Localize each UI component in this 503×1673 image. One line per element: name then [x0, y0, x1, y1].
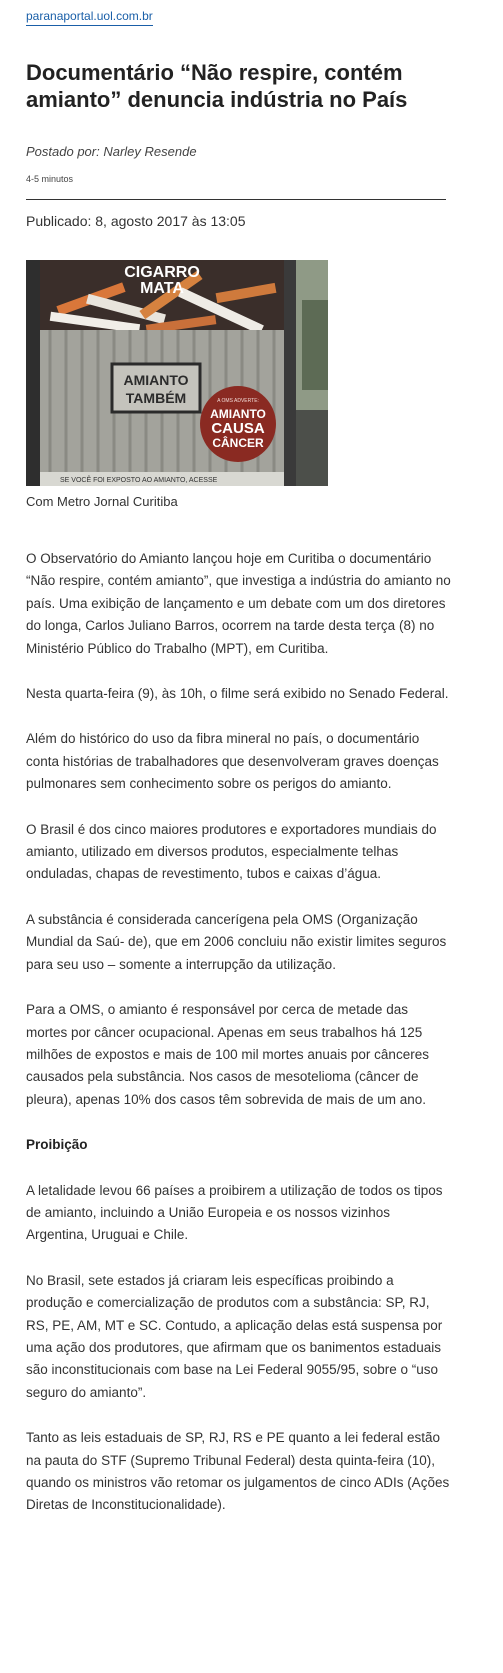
poster-illustration — [26, 260, 328, 486]
stamp-small-text: A OMS ADVERTE: — [217, 398, 259, 404]
article-photo — [26, 260, 328, 486]
published-date: Publicado: 8, agosto 2017 às 13:05 — [26, 213, 246, 229]
poster-bottom-text: SE VOCÊ FOI EXPOSTO AO AMIANTO, ACESSE — [60, 477, 218, 484]
poster-top-line1: CIGARRO — [124, 264, 200, 281]
stamp-line3: CÂNCER — [212, 436, 264, 450]
article-title: Documentário “Não respire, contém amianto” denuncia indústria no País — [26, 60, 408, 112]
poster-middle-line1: AMIANTO — [123, 372, 189, 388]
article-author: Postado por: Narley Resende — [26, 144, 197, 159]
paragraph: Tanto as leis estaduais de SP, RJ, RS e PE quanto a lei federal estão na pauta do STF (Supremo Tribunal Federal) desta quinta-feira (10), quando os ministros vão retomar os julgamentos de cinco ADIs (Ações Diretas de Inconstitucionalidade). — [26, 1430, 450, 1513]
paragraph: Nesta quarta-feira (9), às 10h, o filme será exibido no Senado Federal. — [26, 686, 449, 702]
paragraph: No Brasil, sete estados já criaram leis específicas proibindo a produção e comercialização de produtos com a substância: SP, RJ, RS, PE, AM, MT e SC. Contudo, a aplicação delas está suspensa por uma ação dos produtores, que afirmam que os banimentos estaduais são inconstitucionais com base na Lei Federal 9055/95, sobre o “uso seguro do amianto”. — [26, 1272, 443, 1400]
poster-middle-line2: TAMBÉM — [125, 390, 187, 406]
header-divider — [26, 199, 446, 200]
stamp-line1: AMIANTO — [210, 407, 266, 421]
article-body — [26, 548, 452, 1540]
stamp-line2: CAUSA — [211, 420, 265, 437]
paragraph: Além do histórico do uso da fibra mineral no país, o documentário conta histórias de trabalhadores que desenvolveram graves doenças pulmonares sem conhecimento sobre os perigos do amianto. — [26, 731, 439, 792]
source-link[interactable]: paranaportal.uol.com.br — [26, 9, 153, 26]
paragraph: O Brasil é dos cinco maiores produtores e exportadores mundiais do amianto, utilizado em diversos produtos, especialmente telhas onduladas, chapas de revestimento, tubos e caixas d’água. — [26, 821, 437, 882]
warning-stamp — [200, 386, 276, 462]
paragraph: A letalidade levou 66 países a proibirem a utilização de todos os tipos de amianto, incluindo a União Europeia e os nossos vizinhos Argentina, Uruguai e Chile. — [26, 1182, 443, 1243]
poster-top-line2: MATA — [140, 280, 184, 297]
photo-caption: Com Metro Jornal Curitiba — [26, 494, 178, 509]
reading-time: 4-5 minutos — [26, 174, 74, 184]
paragraph: Para a OMS, o amianto é responsável por cerca de metade das mortes por câncer ocupacional. Apenas em seus trabalhos há 125 milhões de expostos e mais de 100 mil mortes anuais por cânceres causados pela substância. Nos casos de mesotelioma (câncer de pleura), apenas 10% dos casos têm sobrevida de mais de um ano. — [26, 1002, 429, 1107]
section-subheading: Proibição — [26, 1137, 88, 1153]
paragraph: A substância é considerada cancerígena pela OMS (Organização Mundial da Saú- de), que em 2006 concluiu não existir limites seguros para seu uso – somente a interrupção da utilização. — [26, 911, 447, 972]
paragraph: O Observatório do Amianto lançou hoje em Curitiba o documentário “Não respire, contém amianto”, que investiga a indústria do amianto no país. Uma exibição de lançamento e um debate com um dos diretores do longa, Carlos Juliano Barros, ocorrem na tarde desta terça (8) no Ministério Público do Trabalho (MPT), em Curitiba. — [26, 551, 451, 656]
